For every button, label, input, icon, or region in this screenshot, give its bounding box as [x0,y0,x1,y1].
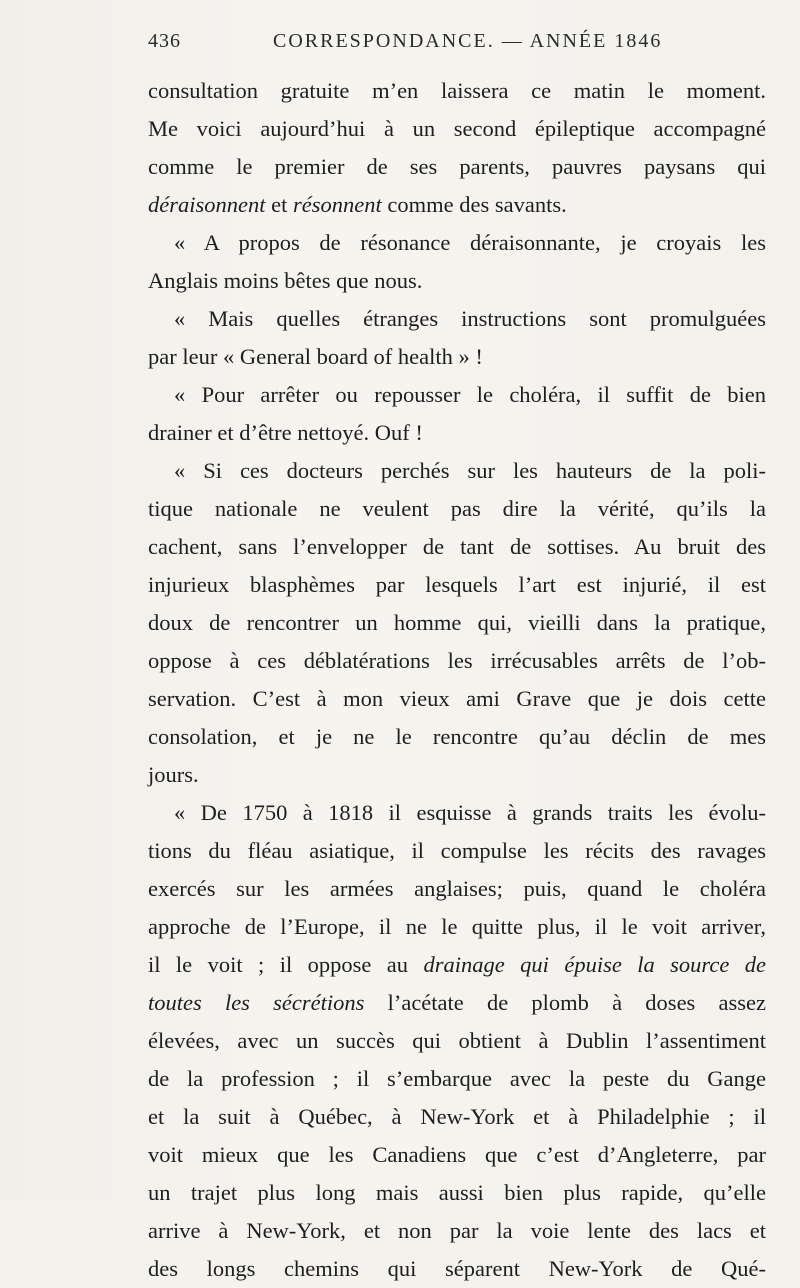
text-line [148,338,766,376]
text-line [148,300,766,338]
text-segment: arrive à New-York, et non par la voie lente des lacs et [148,1218,766,1243]
text-segment: doux de rencontrer un homme qui, vieilli dans la pratique, [148,610,766,635]
text-line [148,1136,766,1174]
text-line [148,1174,766,1212]
running-title: CORRESPONDANCE. — ANNÉE 1846 [273,30,663,52]
text-line [148,72,766,110]
text-line [148,414,766,452]
text-line [148,680,766,718]
text-line [148,1098,766,1136]
text-segment: « De 1750 à 1818 il esquisse à grands traits les évolu- [174,800,766,825]
text-segment: et [265,192,293,217]
text-segment: et la suit à Québec, à New-York et à Philadelphie ; il [148,1104,766,1129]
text-segment: consolation, et je ne le rencontre qu’au déclin de mes [148,724,766,749]
text-line [148,186,766,224]
text-segment: jours. [148,762,199,787]
text-segment: des longs chemins qui séparent New-York de Qué- [148,1256,766,1281]
text-line [148,224,766,262]
text-segment: consultation gratuite m’en laissera ce matin le moment. [148,78,766,103]
text-line [148,1212,766,1250]
text-line [148,1022,766,1060]
text-line [148,528,766,566]
text-segment: drainer et d’être nettoyé. Ouf ! [148,420,423,445]
page-header [148,30,764,60]
text-segment: « A propos de résonance déraisonnante, je croyais les [174,230,766,255]
text-segment: tions du fléau asiatique, il compulse les récits des ravages [148,838,766,863]
text-segment: voit mieux que les Canadiens que c’est d’Angleterre, par [148,1142,766,1167]
text-segment: « Pour arrêter ou repousser le choléra, il suffit de bien [174,382,766,407]
italic-text: drainage qui épuise la source de [423,952,766,977]
italic-text: toutes les sécrétions [148,990,365,1015]
text-line [148,452,766,490]
text-segment: oppose à ces déblatérations les irrécusables arrêts de l’ob- [148,648,766,673]
italic-text: déraisonnent [148,192,266,217]
text-line [148,984,766,1022]
text-segment: l’acétate de plomb à doses assez [364,990,766,1015]
text-line [148,110,766,148]
text-line [148,908,766,946]
text-segment: un trajet plus long mais aussi bien plus rapide, qu’elle [148,1180,766,1205]
text-segment: approche de l’Europe, il ne le quitte plus, il le voit arriver, [148,914,766,939]
page-number: 436 [148,30,181,52]
text-line [148,148,766,186]
text-segment: Me voici aujourd’hui à un second épileptique accompagné [148,116,766,141]
text-line [148,642,766,680]
text-segment: par leur « General board of health » ! [148,344,483,369]
text-line [148,566,766,604]
text-line [148,832,766,870]
text-line [148,946,766,984]
text-line [148,262,766,300]
text-segment: « Si ces docteurs perchés sur les hauteurs de la poli- [174,458,766,483]
text-line [148,1250,766,1288]
text-segment: élevées, avec un succès qui obtient à Dublin l’assentiment [148,1028,766,1053]
body-text [148,72,766,1288]
text-segment: injurieux blasphèmes par lesquels l’art est injurié, il est [148,572,766,597]
text-line [148,870,766,908]
text-line [148,756,766,794]
text-segment: tique nationale ne veulent pas dire la vérité, qu’ils la [148,496,766,521]
text-segment: comme le premier de ses parents, pauvres paysans qui [148,154,766,179]
text-segment: servation. C’est à mon vieux ami Grave que je dois cette [148,686,766,711]
text-segment: Anglais moins bêtes que nous. [148,268,423,293]
text-line [148,794,766,832]
text-segment: comme des savants. [381,192,567,217]
text-line [148,376,766,414]
text-line [148,718,766,756]
text-line [148,490,766,528]
text-segment: cachent, sans l’envelopper de tant de sottises. Au bruit des [148,534,766,559]
italic-text: résonnent [293,192,382,217]
text-segment: de la profession ; il s’embarque avec la peste du Gange [148,1066,766,1091]
text-segment: exercés sur les armées anglaises; puis, quand le choléra [148,876,766,901]
text-segment: « Mais quelles étranges instructions sont promulguées [174,306,766,331]
text-line [148,604,766,642]
text-segment: il le voit ; il oppose au [148,952,424,977]
text-line [148,1060,766,1098]
